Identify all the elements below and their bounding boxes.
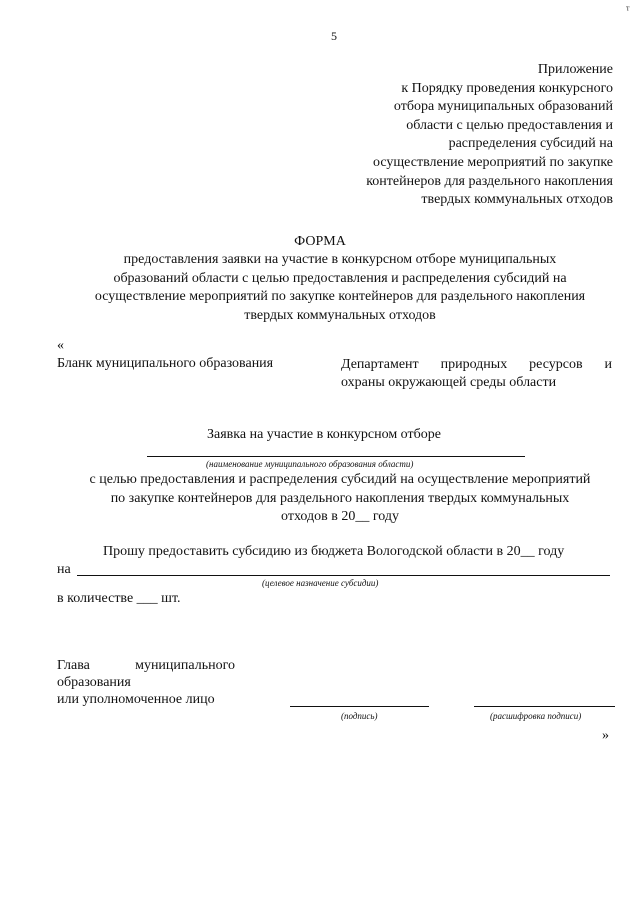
recipient-word: природных <box>440 357 508 372</box>
close-quote: » <box>602 728 609 743</box>
na-label: на <box>57 562 71 577</box>
appendix-line: твердых коммунальных отходов <box>421 192 613 208</box>
purpose-line: по закупке контейнеров для раздельного накопления твердых коммунальных <box>110 490 570 506</box>
appendix-line: распределения субсидий на <box>448 136 613 152</box>
appendix-line: отбора муниципальных образований <box>393 99 613 115</box>
signatory-line-3: или уполномоченное лицо <box>57 692 215 707</box>
signatory-word: муниципального <box>135 658 235 673</box>
purpose-text <box>20 471 640 527</box>
form-subtitle-line: твердых коммунальных отходов <box>244 307 436 323</box>
signatory-line-2: образования <box>57 675 131 690</box>
signature-decode-caption: (расшифровка подписи) <box>490 711 582 721</box>
form-title: ФОРМА <box>294 234 346 249</box>
appendix-line: области с целью предоставления и <box>406 117 613 133</box>
application-title: Заявка на участие в конкурсном отборе <box>207 427 441 442</box>
open-quote: « <box>57 338 64 353</box>
purpose-line: с целью предоставления и распределения субсидий на осуществление мероприятий <box>89 472 591 487</box>
request-text: Прошу предоставить субсидию из бюджета Вологодской области в 20__ году <box>103 544 565 559</box>
municipality-caption: (наименование муниципального образования области) <box>206 459 414 469</box>
recipient-line-2: охраны окружающей среды области <box>341 375 557 390</box>
appendix-block <box>366 61 613 210</box>
signatory-line-1 <box>57 657 235 674</box>
signature-line[interactable] <box>290 706 429 707</box>
appendix-line: Приложение <box>537 62 613 77</box>
form-subtitle-line: осуществление мероприятий по закупке контейнеров для раздельного накопления <box>94 289 586 305</box>
signature-decode-line[interactable] <box>474 706 615 707</box>
appendix-line: к Порядку проведения конкурсного <box>401 80 613 96</box>
blank-label: Бланк муниципального образования <box>57 356 274 371</box>
recipient-word: ресурсов <box>529 357 583 372</box>
form-subtitle-line: предоставления заявки на участие в конкурсном отборе муниципальных <box>123 252 557 267</box>
signature-caption: (подпись) <box>341 711 378 721</box>
municipality-name-line[interactable] <box>147 456 525 457</box>
form-subtitle <box>20 251 640 325</box>
purpose-line: отходов в 20__ году <box>281 509 399 525</box>
appendix-line: контейнеров для раздельного накопления <box>366 173 613 189</box>
appendix-line: осуществление мероприятий по закупке <box>373 154 613 170</box>
signatory-word: Глава <box>57 658 90 673</box>
recipient-line-1 <box>341 356 612 373</box>
recipient-word: Департамент <box>341 357 419 372</box>
form-subtitle-line: образований области с целью предоставления и распределения субсидий на <box>113 270 567 286</box>
form-heading <box>0 233 640 252</box>
page-number: 5 <box>331 29 337 43</box>
purpose-caption: (целевое назначение субсидии) <box>262 578 379 588</box>
quantity-label: в количестве ___ шт. <box>57 591 181 606</box>
recipient-word: и <box>604 357 612 372</box>
corner-mark: ᵀ <box>626 5 630 16</box>
purpose-field-line[interactable] <box>77 575 610 576</box>
